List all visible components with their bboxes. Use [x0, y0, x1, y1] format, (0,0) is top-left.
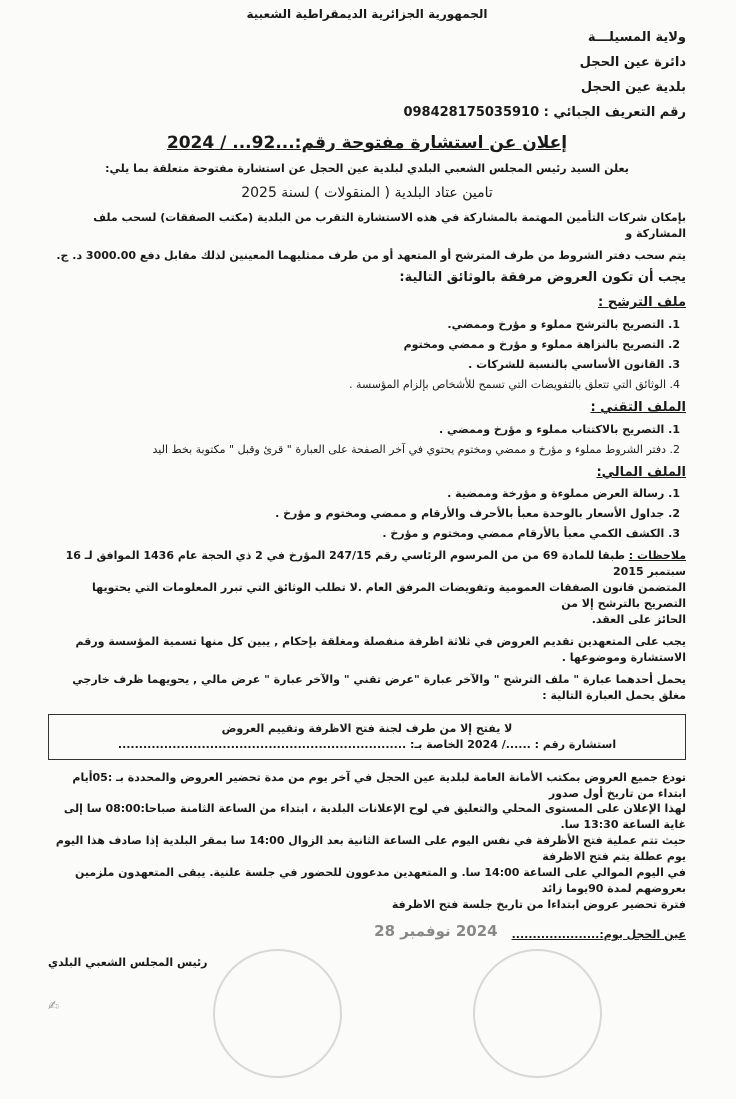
list-item: 2. دفتر الشروط مملوء و مؤرخ و ممضي ومختوم يحتوي في آخر الصفحة على العبارة " قرئ وقبل " مكتوبة بخط اليد	[152, 442, 680, 456]
notes-line: الحائز على العقد.	[591, 613, 686, 627]
deposit-line: فترة تحضير عروض ابتداءا من تاريخ جلسة فتح الاظرفة	[391, 898, 686, 912]
list-item: 2. التصريح بالنزاهة مملوء و مؤرخ و ممضي ومختوم	[403, 338, 680, 352]
paragraph-line: يتم سحب دفتر الشروط من طرف المترشح أو المتعهد أو من طرف ممثليهما المعينين لذلك مقابل دفع 3000.00 د. ج.	[56, 248, 686, 262]
deposit-line: لهذا الإعلان على المستوى المحلي والتعليق في لوح الإعلانات البلدية ، ابتداء من الساعة الثامنة صباحا:08:00 سا إلى غاية الساعة 13:30 سا.	[63, 802, 686, 832]
paragraph-line: بإمكان شركات التأمين المهتمة بالمشاركة في هذه الاستشارة التقرب من البلدية (مكتب الصفقات) لسحب ملف المشاركة و	[93, 210, 686, 240]
envelope-label-box	[48, 714, 686, 760]
list-item: 1. التصريح بالاكتتاب مملوء و مؤرخ وممضي .	[439, 422, 680, 436]
official-stamp-square	[473, 949, 602, 1078]
notes-line: طبقا للمادة 69 من من المرسوم الرئاسي رقم 247/15 المؤرخ في 2 ذي الحجة عام 1436 الموافق لـ 16 سبتمبر 2015	[65, 549, 686, 579]
must-include: يجب أن تكون العروض مرفقة بالوثائق التالية:	[399, 270, 686, 286]
signature-area	[48, 949, 686, 1079]
official-stamp-round	[213, 949, 342, 1078]
section-heading-technical: الملف التقني :	[590, 399, 686, 415]
date-line: عين الحجل يوم:.....................	[511, 927, 686, 941]
republic-header: الجمهورية الجزائرية الديمقراطية الشعبية	[246, 7, 488, 21]
box-line: استشارة رقم : ....../ 2024 الخاصة بـ: .....................................................................	[117, 737, 617, 751]
section-heading-financial: الملف المالي:	[596, 464, 686, 480]
box-line: لا يفتح إلا من طرف لجنة فتح الاظرفة وتقييم العروض	[221, 721, 513, 735]
envelope-line: يحمل أحدهما عبارة " ملف الترشح " والآخر عبارة "عرض تقني " والآخر عبارة " عرض مالي , يحويهما ظرف خارجي مغلق يحمل العبارة التالية :	[72, 672, 686, 702]
intro-text: يعلن السيد رئيس المجلس الشعبي البلدي لبلدية عين الحجل عن استشارة مفتوحة متعلقة بما يلي:	[105, 162, 629, 176]
list-item: 3. الكشف الكمي معبأ بالأرقام ممضي ومختوم و مؤرخ .	[382, 527, 680, 541]
notes-line: المتضمن قانون الصفقات العمومية وتفويضات المرفق العام .لا تطلب الوثائق التي تبرر المعلومات التي يحتويها التصريح بالترشح إلا من	[92, 581, 686, 611]
list-item: 4. الوثائق التي تتعلق بالتفويضات التي تسمح للأشخاص بإلزام المؤسسة .	[349, 377, 680, 391]
subject: تامين عتاد البلدية ( المنقولات ) لسنة 2025	[241, 185, 493, 202]
section-heading-candidature: ملف الترشح :	[598, 295, 686, 311]
list-item: 1. التصريح بالترشح مملوء و مؤرخ وممضي.	[447, 318, 680, 332]
date-stamp: 2024 نوفمبر 28	[374, 922, 498, 941]
list-item: 3. القانون الأساسي بالنسبة للشركات .	[468, 358, 680, 372]
page-title: إعلان عن استشارة مفتوحة رقم:...92... / 2024	[166, 132, 568, 153]
deposit-line: تودع جميع العروض بمكتب الأمانة العامة لبلدية عين الحجل في آخر يوم من مدة تحضير العروض والمحددة بـ :05أيام ابتداء من تاريخ أول صدور	[72, 770, 686, 800]
deposit-line: حيث تتم عملية فتح الأظرفة في نفس اليوم على الساعة الثانية بعد الزوال 14:00 سا بمقر البلدية إذا صادف هذا اليوم يوم عطلة يتم فتح الاظرفة	[55, 834, 686, 864]
tax-id: رقم التعريف الجبائي : 098428175035910	[403, 104, 686, 120]
baladiya-label: بلدية عين الحجل	[580, 80, 686, 96]
signatory-title: رئيس المجلس الشعبي البلدي	[48, 955, 208, 969]
notes-paragraph	[48, 548, 686, 580]
notes-label: ملاحظات :	[628, 549, 686, 563]
envelope-line: يجب على المتعهدين تقديم العروض في ثلاثة اظرفة منفصلة ومغلقة بإحكام , يبين كل منها تسمية المؤسسة ورقم الاستشارة وموضوعها .	[75, 634, 686, 664]
wilaya-label: ولاية المسيلـــة	[587, 30, 686, 46]
daira-label: دائرة عين الحجل	[579, 55, 686, 71]
deposit-line: في اليوم الموالي على الساعة 14:00 سا. و المتعهدين مدعوون للحضور في جلسة علنية. يبقى المتعهدون ملزمين بعروضهم لمدة 90يوما زائد	[75, 866, 686, 896]
list-item: 2. جداول الأسعار بالوحدة معبأ بالأحرف والأرقام و ممضي ومختوم و مؤرخ .	[275, 507, 680, 521]
signature-stamp: ✍	[48, 998, 59, 1014]
date-row	[48, 921, 686, 943]
list-item: 1. رسالة العرض مملوءة و مؤرخة وممضية .	[447, 487, 680, 501]
